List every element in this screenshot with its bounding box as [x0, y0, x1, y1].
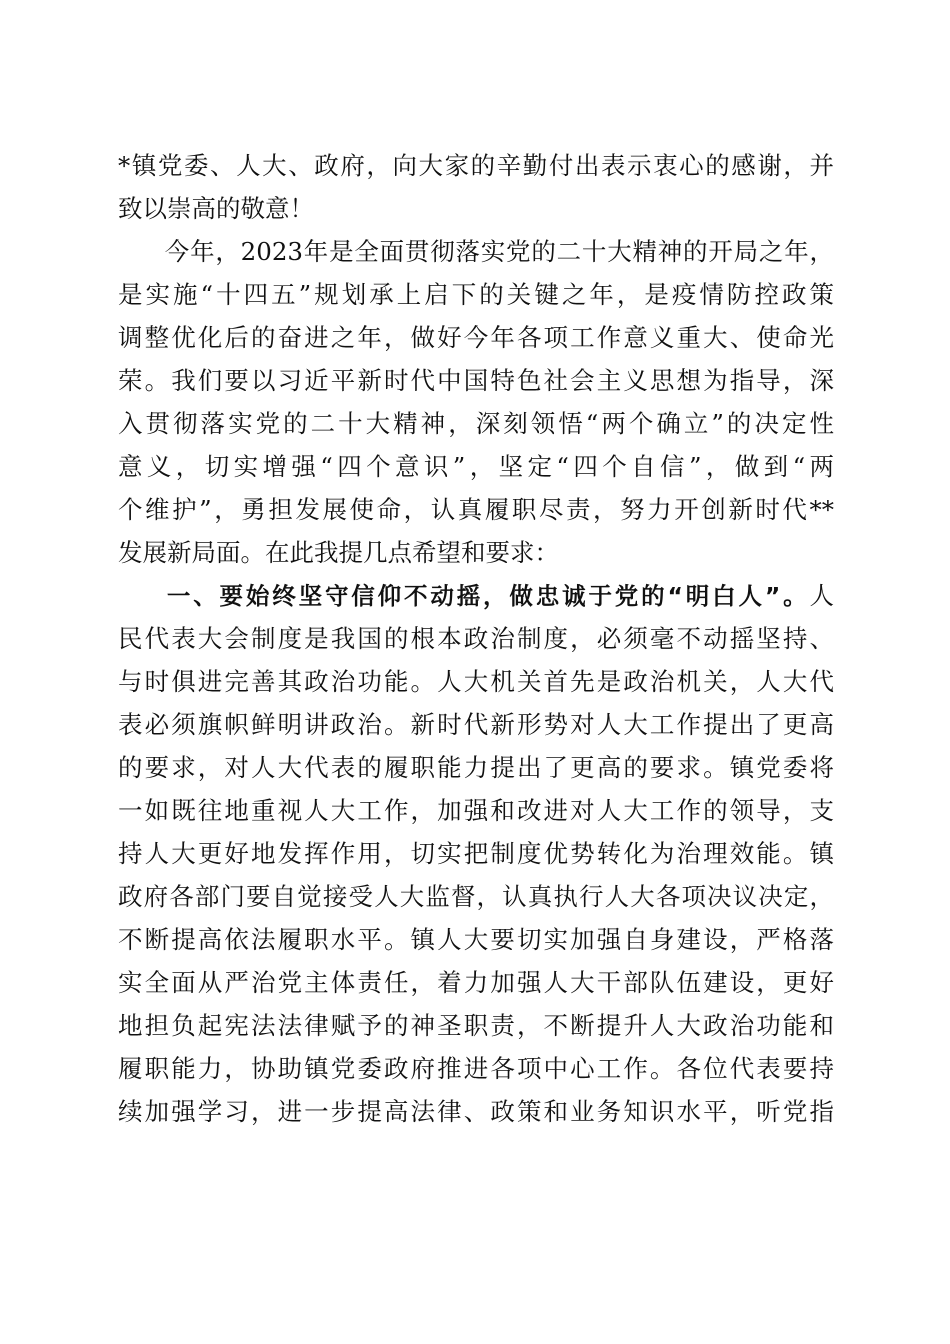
- text-line: 持人大更好地发挥作用，切实把制度优势转化为治理效能。镇: [118, 839, 834, 868]
- text-segment: 今年，2023年是全面贯彻落实党的二十大精神的开局之年，: [164, 237, 834, 266]
- text-line: 民代表大会制度是我国的根本政治制度，必须毫不动摇坚持、: [118, 624, 834, 653]
- text-line: 政府各部门要自觉接受人大监督，认真执行人大各项决议决定，: [118, 882, 834, 911]
- text-line: *镇党委、人大、政府，向大家的辛勤付出表示衷心的感谢，并: [118, 151, 834, 180]
- text-line: 续加强学习，进一步提高法律、政策和业务知识水平，听党指: [118, 1097, 834, 1126]
- text-line: 意义，切实增强“四个意识”，坚定“四个自信”，做到“两: [118, 452, 834, 481]
- text-line: 是实施“十四五”规划承上启下的关键之年，是疫情防控政策: [118, 280, 834, 309]
- text-line: 入贯彻落实党的二十大精神，深刻领悟“两个确立”的决定性: [118, 409, 834, 438]
- paragraph-first-line: [118, 232, 834, 272]
- text-line: 致以崇高的敬意！: [118, 194, 314, 223]
- section-heading-line: [118, 576, 834, 616]
- text-line: 一如既往地重视人大工作，加强和改进对人大工作的领导，支: [118, 796, 834, 825]
- text-line: 表必须旗帜鲜明讲政治。新时代新形势对人大工作提出了更高: [118, 710, 834, 739]
- text-line: 不断提高依法履职水平。镇人大要切实加强自身建设，严格落: [118, 925, 834, 954]
- text-line: 发展新局面。在此我提几点希望和要求：: [118, 538, 559, 567]
- text-segment: 人: [809, 581, 834, 610]
- section-heading: 一、要始终坚守信仰不动摇，做忠诚于党的“明白人”。: [164, 582, 810, 610]
- text-line: 实全面从严治党主体责任，着力加强人大干部队伍建设，更好: [118, 968, 834, 997]
- text-line: 地担负起宪法法律赋予的神圣职责，不断提升人大政治功能和: [118, 1011, 834, 1040]
- text-line: 与时俱进完善其政治功能。人大机关首先是政治机关，人大代: [118, 667, 834, 696]
- text-line: 调整优化后的奋进之年，做好今年各项工作意义重大、使命光: [118, 323, 834, 352]
- text-line: 荣。我们要以习近平新时代中国特色社会主义思想为指导，深: [118, 366, 834, 395]
- text-line: 的要求，对人大代表的履职能力提出了更高的要求。镇党委将: [118, 753, 834, 782]
- text-line: 履职能力，协助镇党委政府推进各项中心工作。各位代表要持: [118, 1054, 834, 1083]
- text-line: 个维护”，勇担发展使命，认真履职尽责，努力开创新时代**: [118, 495, 834, 524]
